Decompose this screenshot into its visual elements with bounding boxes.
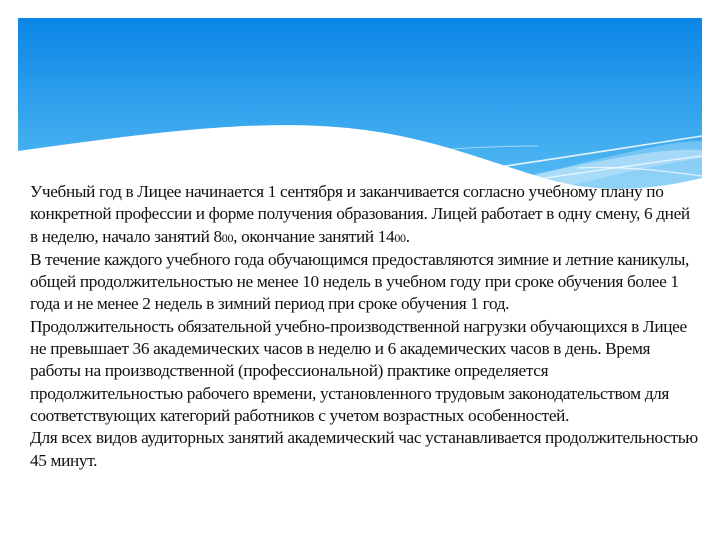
- paragraph-holidays: [30, 249, 702, 316]
- header-banner: [18, 18, 702, 203]
- text-line: продолжительностью рабочего времени, установленного трудовым законодательством для: [30, 383, 670, 403]
- text-line: Продолжительность обязательной учебно-производственной нагрузки обучающихся в Лицее: [30, 316, 687, 336]
- text-line: Для всех видов аудиторных занятий академический час устанавливается продолжительностью: [30, 428, 698, 448]
- text-segment: в неделю, начало занятий 8: [30, 226, 222, 246]
- text-line: Учебный год в Лицее начинается 1 сентября и заканчивается согласно учебному плану по: [30, 182, 664, 201]
- slide-body-text: [30, 181, 702, 472]
- text-line: конкретной профессии и форме получения образования. Лицей работает в одну смену, 6 дней: [30, 204, 690, 224]
- wave-banner-graphic: [18, 18, 702, 203]
- text-segment: , окончание занятий 14: [233, 226, 395, 246]
- paragraph-schedule: [30, 181, 702, 249]
- time-minutes-end: 00: [394, 230, 406, 245]
- text-line-with-times: [30, 226, 702, 249]
- text-line: общей продолжительностью не менее 10 недель в учебном году при сроке обучения более 1: [30, 272, 679, 292]
- text-line: соответствующих категорий работников с учетом возрастных особенностей.: [30, 405, 570, 425]
- text-line: В течение каждого учебного года обучающимся предоставляются зимние и летние каникулы,: [30, 249, 690, 269]
- text-segment: .: [405, 226, 410, 246]
- text-line: года и не менее 2 недель в зимний период при сроке обучения 1 год.: [30, 294, 510, 314]
- text-line: работы на производственной (профессиональной) практике определяется: [30, 361, 549, 381]
- paragraph-academic-hour: [30, 427, 702, 472]
- paragraph-workload: [30, 316, 702, 427]
- time-minutes-start: 00: [221, 230, 234, 245]
- text-line: не превышает 36 академических часов в неделю и 6 академических часов в день. Время: [30, 339, 651, 359]
- text-line: 45 минут.: [30, 450, 98, 470]
